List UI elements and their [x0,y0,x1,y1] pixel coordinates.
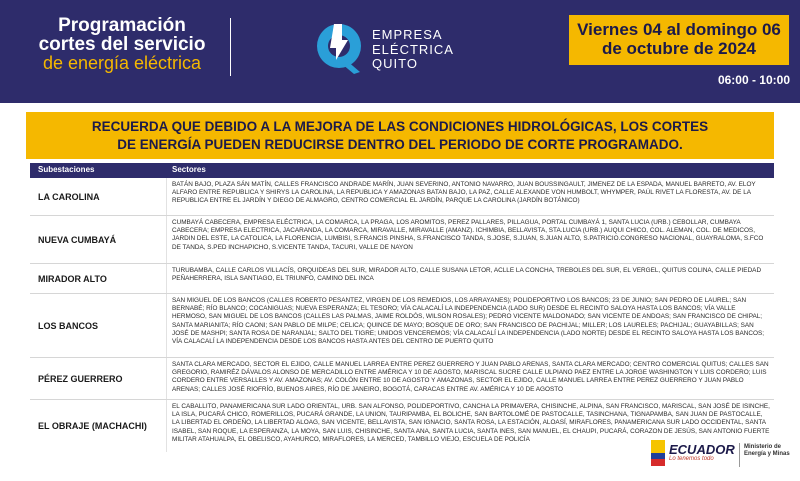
ecuador-slogan: Lo tenemos todo [669,456,714,462]
brand-line-3: QUITO [372,56,418,71]
title-line-2: cortes del servicio [38,34,206,55]
substation-name: MIRADOR ALTO [38,273,107,284]
column-divider [166,216,167,263]
column-divider [166,294,167,357]
sectors-list: CUMBAYÁ CABECERA, EMPRESA ELÉCTRICA, LA COMARCA, LA PRAGA, LOS AROMITOS, PEREZ PALLARES, PILLAGUA, PORTAL CUMBAYÁ 1, SANTA LUCIA (URB.) CEBOLLAR, CUMBAYA CABECERA; EMPRESA ELECTRICA, JACARANDA, LA COMARCA, MIRAVALLE, MIRAVALLE (AMANZ). ICHIMBIA, BELLAVISTA, STA.LUCIA (URB.) AUQUI CHICO, COL. ALEMAN, COL. DE MEDICOS, JARDIN DEL ESTE, LA CATOLICA, LA FLORENCIA, LUMBISI, S.FRANCIS PINSHA, S.FRANCISCO TANDA, S.JOSE, S.JUAN, S.JUAN ALTO, S.PATRICIO.CONGRESO NACIONAL, GUAYRALOMA, S.FCO DE TANDA, S.PED INCHAPICHO, S.VICENTE TANDA, TACURI, VALLE DE NAYON [172,219,764,251]
ecuador-wordmark [669,442,735,462]
sectors-list: EL CABALLITO, PANAMERICANA SUR LADO ORIENTAL, URB. SAN ALFONSO, POLIDEPORTIVO, CANCHA LA PRIMAVERA, CHISINCHE, ALPINA, SAN FRANCISCO, MARISCAL, SAN JOSÉ DE ISINCHE, LA ISLA, PUCARÁ CHICO, ROMERILLOS, PUCARÁ GRANDE, LA UNION, TAURIPAMBA, EL BOLICHE, SAN BARTOLOMÉ DE PASTOCALLE, TASINCHANA, TIGNAPAMBA, SAN JUAN DE PASTOCALLE, LA LIBERTAD EL ORDEÑO, LA LIBERTAD ALOAG, SAN VICENTE, BELLAVISTA, SAN IGNACIO, SANTA ROSA, LA ESTACIÓN, ALOASÍ, MIRAFLORES, PANAMERICANA SUR LADO OCCIDENTAL, SANTA ISABEL, SAN ROQUE, LA ESPERANZA, LA MOYA, SAN LUIS, CHISINCHE, SANTA ANA, SANTA LUCIA, SANTA INES, SAN MANUEL, EL CHAUPI, PUCARÁ, CORAZON DE JESÚS, SAN ANTONIO FUERTE MILITAR ATAHUALPA, EL OBELISCO, AYAHURCO, MIRAFLORES, LA MERCED, TAMBILLO VIEJO, ESCUELA DE POLICÍA [172,403,770,443]
table-row [30,178,774,216]
brand-name [372,28,454,72]
substation-name: EL OBRAJE (MACHACHI) [38,421,147,431]
table-row [30,216,774,264]
column-header-substations: Subestaciones [38,165,95,174]
outage-table [30,163,774,452]
notice-line-2: DE ENERGÍA PUEDEN REDUCIRSE DENTRO DEL PERIODO DE CORTE PROGRAMADO. [117,137,683,152]
notice-line-1: RECUERDA QUE DEBIDO A LA MEJORA DE LAS CONDICIONES HIDROLÓGICAS, LOS CORTES [91,119,709,134]
eeq-logo-icon [312,20,366,76]
schedule-hours: 06:00 - 10:00 [717,73,790,87]
sectors-list: TURUBAMBA, CALLE CARLOS VILLACÍS, ORQUIDEAS DEL SUR, MIRADOR ALTO, CALLE SUSANA LETOR, ACLLE LA CONCHA, TREBOLES DEL SUR, EL VERGEL, QUITUS COLINA, CALLE PIEDAD PEÑAHERRERA, ISLA SANTIAGO, EL TRIUNFO, CAMINO DEL INCA [172,267,762,283]
ministry-line-1: Ministerio de [744,444,782,450]
sectors-list: SAN MIGUEL DE LOS BANCOS (CALLES ROBERTO PESANTEZ, VIRGEN DE LOS REMEDIOS, LOS ARRAYANES); POLIDEPORTIVO LOS BANCOS; 23 DE JUNIO; SAN PEDRO DE LAUREL; SAN BERNABÉ; RÍO BLANCO; COCANIGUAS; NUEVA ESPERANZA; EL TESORO; VÍA CALACALÍ LA INDEPENDENCIA (LADO SUR) DESDE EL RECINTO SALOYA HASTA LOS BANCOS; VÍA VALLE HERMOSO, SAN MIGUEL DE LOS BANCOS (CALLES LAS PALMAS, JAIME ROLDÓS, WILSON ROSALES); PEDRO VICENTE MALDONADO; SAN VICENTE DE ANDOAS; SAN FRANCISCO DE CHIPAL; SANTA MARIANITA; RÍO CAONI; SAN PABLO DE MILPE; CELICA; QUINCE DE MAYO; BOSQUE DE ORO; SAN FRANCISCO DE PACHIJAL; MILLER; LOS LAURELES; PACHIJAL; GUAYABILLAS; SAN JOSÉ DE MASHPI; SANTA ROSA DE NARANJAL; SALTO DEL TIGRE; UNIDOS VENCEREMOS; VÍA CALACALÍ LA INDEPENDENCIA (LADO NORTE) DESDE EL RECINTO SALOYA HASTA LOS BANCOS; VÍA CALACALÍ LA INDEPENDENCIA DESDE LOS BANCOS HASTA ANTES DEL CENTRO DE PUERTO QUITO [172,297,764,346]
substation-name: LOS BANCOS [38,320,99,331]
table-row [30,294,774,358]
header-banner [0,0,800,103]
column-divider [166,400,167,452]
notice-banner [26,112,774,159]
substation-name: PÉREZ GUERRERO [38,373,123,384]
header-divider [230,18,231,76]
table-row [30,264,774,294]
column-divider [166,178,167,215]
ecuador-logo [651,440,737,468]
table-row [30,358,774,400]
title-line-1: Programación [58,15,186,36]
column-divider [166,358,167,399]
brand-line-2: ELÉCTRICA [372,41,454,57]
column-divider [166,264,167,293]
column-header-sectors: Sectores [172,165,206,174]
page-title [32,16,212,73]
ecuador-logo-text: ECUADOR [669,442,735,457]
date-badge [569,15,789,65]
ministry-line-2: Energía y Minas [744,451,790,457]
ecuador-flag-icon [651,440,665,466]
sectors-list: BATÁN BAJO, PLAZA SÁN MATÍN, CALLES FRANCISCO ANDRADE MARÍN, JUAN SEVERINO, ANTONIO NAVARRO, JUAN BOUSSINGAULT, JIMENEZ DE LA ESPADA, MANUEL BARRETO, AV. ELOY ALFARO ENTRE REPUBLICA Y SHIRYS LA CAROLINA, LA REPUBLICA Y AMAZONAS BATAN BAJO, LA PAZ, CALLE ALEXANDE VON HUMBOLT, WHYMPER, PAÚL RIVET LA FLORESTA, AV. DE LA REPUBLICA ENTRE EL JARDÍN Y DIEGO DE ALMAGRO, CENTRO COMERCIAL EL JARDÍN, PARQUE LA CAROLINA (JARDÍN BOTÁNICO) [172,181,756,205]
substation-name: LA CAROLINA [38,191,100,202]
sectors-list: SANTA CLARA MERCADO, SECTOR EL EJIDO, CALLE MANUEL LARREA ENTRE PEREZ GUERRERO Y JUAN PABLO ARENAS, SANTA CLARA MERCADO; CENTRO COMERCIAL QUITUS; CALLES SAN GREGORIO, RAMIRÉZ DÁVALOS ALONSO DE MERCADILLO ENTRE AMÉRICA Y 10 DE AGOSTO, MARISCAL SUCRE CALLE ULPIANO PAEZ ENTRE LA JORGE WASHINGTON Y LUIS CORDERO; LUIS CORDERO ENTRE VERSALLES Y AV. AMAZONAS; AV. COLÓN ENTRE 10 DE AGOSTO Y AMAZONAS, SECTOR EL EJIDO, CALLE MANUEL LARREA ENTRE PEREZ GUERRERO Y JUAN PABLO ARENAS; CALLES JOSÉ RIOFRÍO, BUENOS AIRES, RÍO DE JANEIRO, BOGOTÁ, CARACAS ENTRE AV. AMÉRICA Y 10 DE AGOSTO [172,361,769,393]
substation-name: NUEVA CUMBAYÁ [38,234,117,245]
footer-divider [739,443,740,467]
brand-line-1: EMPRESA [372,27,443,42]
table-header [30,163,774,178]
ministry-label [744,444,792,458]
date-line-1: Viernes 04 al domingo 06 [577,20,781,39]
date-line-2: de octubre de 2024 [601,39,756,58]
title-line-3: de energía eléctrica [42,53,202,73]
